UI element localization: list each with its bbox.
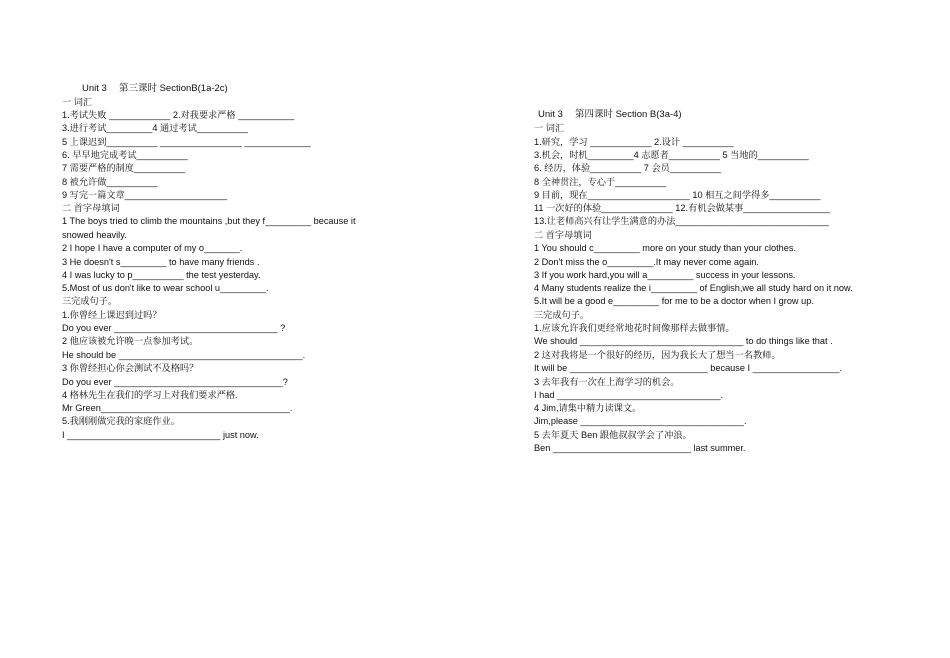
left-line: 2 I hope I have a computer of my o_______. — [62, 243, 243, 253]
left-line: 1.你曾经上课迟到过吗？ — [62, 310, 162, 320]
left-line: 二 首字母填词 — [62, 203, 120, 213]
right-line: 二 首字母填词 — [534, 230, 592, 240]
right-line: 1.应该允许我们更经常地花时间像那样去做事情。 — [534, 323, 735, 333]
left-line: 三完成句子。 — [62, 296, 118, 306]
left-line: 7 需要严格的制度__________ — [62, 163, 186, 173]
right-line: 一 词汇 — [534, 123, 565, 133]
left-line: 5 上课迟到__________ ________________ _____________ — [62, 137, 311, 147]
right-line: 三完成句子。 — [534, 310, 590, 320]
left-line: snowed heavily. — [62, 230, 127, 240]
left-line: 6. 早早地完成考试__________ — [62, 150, 188, 160]
right-line: 3.机会，时机_________4 志愿者__________ 5 当地的__________ — [534, 150, 809, 160]
left-line: Mr Green_____________________________________. — [62, 403, 293, 413]
right-line: 4 Jim,请集中精力读课文。 — [534, 403, 642, 413]
right-line: Jim,please ________________________________. — [534, 416, 747, 426]
left-line: 1 The boys tried to climb the mountains ,but they f_________ because it — [62, 216, 356, 226]
left-line: Do you ever _________________________________? — [62, 377, 288, 387]
right-line: We should ________________________________ to do things like that . — [534, 336, 833, 346]
left-line: 5.Most of us don't like to wear school u_________. — [62, 283, 269, 293]
left-line: 9 写完一篇文章____________________ — [62, 190, 227, 200]
left-line: He should be ____________________________________. — [62, 350, 306, 360]
right-line: 5.It will be a good e_________ for me to be a doctor when I grow up. — [534, 296, 814, 306]
left-title: Unit 3 第三课时 SectionB(1a-2c) — [82, 83, 228, 94]
right-line: 3 If you work hard,you will a_________ success in your lessons. — [534, 270, 796, 280]
left-line: 1.考试失败 ____________ 2.对我要求严格 ___________ — [62, 110, 295, 120]
left-line: 3 你曾经担心你会测试不及格吗？ — [62, 363, 199, 373]
right-line: 2 Don't miss the o_________.It may never come again. — [534, 257, 759, 267]
right-line: 3 去年我有一次在上海学习的机会。 — [534, 377, 680, 387]
left-line: 一 词汇 — [62, 97, 93, 107]
right-line: 8 全神贯注，专心于__________ — [534, 177, 667, 187]
right-line: 6. 经历，体验__________ 7 会员__________ — [534, 163, 721, 173]
left-line: Do you ever ________________________________ ? — [62, 323, 286, 333]
left-line: 3.进行考试_________4 通过考试__________ — [62, 123, 248, 133]
right-line: 1 You should c_________ more on your study than your clothes. — [534, 243, 797, 253]
right-line: 2 这对我将是一个很好的经历，因为我长大了想当一名教师。 — [534, 350, 781, 360]
right-title: Unit 3 第四课时 Section B(3a-4) — [538, 109, 682, 120]
right-line: 4 Many students realize the i_________ of English,we all study hard on it now. — [534, 283, 853, 293]
left-line: 5.我刚刚做完我的家庭作业。 — [62, 416, 180, 426]
left-line: 3 He doesn't s_________ to have many friends . — [62, 257, 260, 267]
left-line: I ______________________________ just now. — [62, 430, 259, 440]
right-line: 11 一次好的体验______________ 12.有机会做某事_________________ — [534, 203, 831, 213]
right-line: 13.让老师高兴有让学生满意的办法______________________________ — [534, 216, 829, 226]
right-line: Ben ___________________________ last summer. — [534, 443, 746, 453]
right-line: 5 去年夏天 Ben 跟他叔叔学会了冲浪。 — [534, 430, 692, 440]
left-line: 8 被允许做__________ — [62, 177, 158, 187]
right-line: It will be ___________________________ because I _________________. — [534, 363, 843, 373]
right-line: 1.研究，学习 ____________ 2.设计 __________ — [534, 137, 734, 147]
right-line: I had ________________________________. — [534, 390, 724, 400]
left-line: 4 I was lucky to p__________ the test yesterday. — [62, 270, 261, 280]
left-line: 4 格林先生在我们的学习上对我们要求严格. — [62, 390, 238, 400]
right-line: 9 目前，现在____________________ 10 相互之间学得多__________ — [534, 190, 821, 200]
left-line: 2 他应该被允许晚一点参加考试。 — [62, 336, 199, 346]
